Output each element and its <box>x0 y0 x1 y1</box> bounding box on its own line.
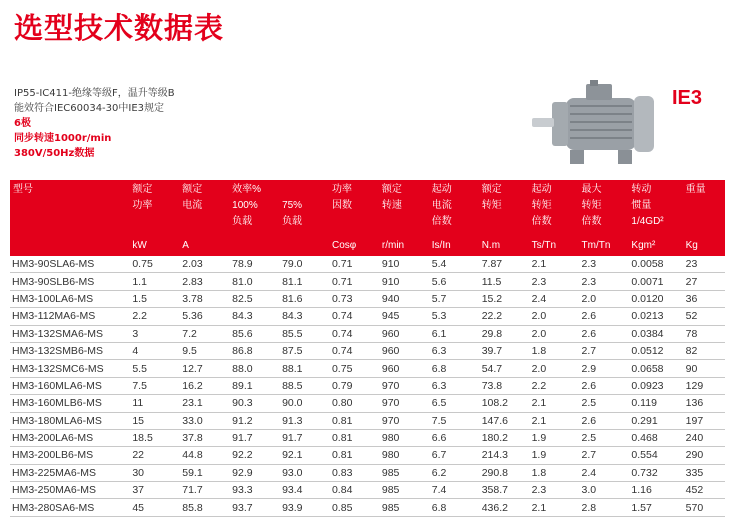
table-cell: 5.4 <box>429 256 479 273</box>
table-cell: 136 <box>683 395 725 412</box>
table-cell: 15 <box>129 412 179 429</box>
table-cell: 452 <box>683 482 725 499</box>
table-cell: 0.119 <box>628 395 682 412</box>
table-cell: 985 <box>379 482 429 499</box>
model-cell: HM3-132SMA6-MS <box>10 325 129 342</box>
model-cell: HM3-100LA6-MS <box>10 290 129 307</box>
table-cell: 2.2 <box>129 308 179 325</box>
model-cell: HM3-90SLB6-MS <box>10 273 129 290</box>
table-cell: 335 <box>683 464 725 481</box>
table-cell: 87.5 <box>279 342 329 359</box>
table-row <box>10 395 725 412</box>
header-weight: 重量 <box>683 180 725 236</box>
table-cell: 6.8 <box>429 360 479 377</box>
model-cell: HM3-132SMC6-MS <box>10 360 129 377</box>
table-cell: 90.3 <box>229 395 279 412</box>
model-cell: HM3-160MLB6-MS <box>10 395 129 412</box>
table-row <box>10 447 725 464</box>
unit-cell <box>10 236 129 256</box>
table-cell: 39.7 <box>479 342 529 359</box>
header-torque: 额定 转矩 <box>479 180 529 236</box>
table-cell: 6.1 <box>429 325 479 342</box>
table-cell: 5.5 <box>129 360 179 377</box>
table-cell: 85.6 <box>229 325 279 342</box>
table-cell: 2.2 <box>529 377 579 394</box>
table-cell: 90 <box>683 360 725 377</box>
table-cell: 0.554 <box>628 447 682 464</box>
table-body <box>10 256 725 516</box>
table-cell: 2.6 <box>579 412 629 429</box>
table-cell: 0.0923 <box>628 377 682 394</box>
table-cell: 2.0 <box>529 325 579 342</box>
table-cell: 37.8 <box>179 429 229 446</box>
table-cell: 214.3 <box>479 447 529 464</box>
table-cell: 1.5 <box>129 290 179 307</box>
table-cell: 940 <box>379 290 429 307</box>
unit-cell: r/min <box>379 236 429 256</box>
table-cell: 1.57 <box>628 499 682 516</box>
table-cell: 6.7 <box>429 447 479 464</box>
table-cell: 980 <box>379 429 429 446</box>
table-cell: 85.8 <box>179 499 229 516</box>
table-cell: 1.8 <box>529 342 579 359</box>
table-cell: 0.0384 <box>628 325 682 342</box>
model-cell: HM3-132SMB6-MS <box>10 342 129 359</box>
table-cell: 1.9 <box>529 429 579 446</box>
header-eff100: 效率% 100% 负载 <box>229 180 279 236</box>
model-cell: HM3-200LB6-MS <box>10 447 129 464</box>
table-cell: 2.6 <box>579 308 629 325</box>
table-cell: 0.0058 <box>628 256 682 273</box>
spec-line: IP55-IC411-绝缘等级F，温升等级B <box>14 88 175 99</box>
table-cell: 0.732 <box>628 464 682 481</box>
table-row <box>10 256 725 273</box>
table-cell: 6.8 <box>429 499 479 516</box>
table-cell: 0.75 <box>329 360 379 377</box>
table-cell: 86.8 <box>229 342 279 359</box>
model-cell: HM3-200LA6-MS <box>10 429 129 446</box>
table-cell: 93.7 <box>229 499 279 516</box>
unit-cell: Kgm² <box>628 236 682 256</box>
table-cell: 12.7 <box>179 360 229 377</box>
table-cell: 37 <box>129 482 179 499</box>
table-cell: 93.3 <box>229 482 279 499</box>
table-cell: 0.0658 <box>628 360 682 377</box>
table-cell: 240 <box>683 429 725 446</box>
model-cell: HM3-280SA6-MS <box>10 499 129 516</box>
table-row <box>10 499 725 516</box>
table-row <box>10 377 725 394</box>
table-cell: 71.7 <box>179 482 229 499</box>
header-speed: 额定 转速 <box>379 180 429 236</box>
table-cell: 52 <box>683 308 725 325</box>
table-cell: 6.5 <box>429 395 479 412</box>
table-row <box>10 482 725 499</box>
table-cell: 0.73 <box>329 290 379 307</box>
unit-cell: Kg <box>683 236 725 256</box>
table-header-row <box>10 180 725 236</box>
table-cell: 5.6 <box>429 273 479 290</box>
table-cell: 90.0 <box>279 395 329 412</box>
table-cell: 2.9 <box>579 360 629 377</box>
model-cell: HM3-225MA6-MS <box>10 464 129 481</box>
table-cell: 980 <box>379 447 429 464</box>
table-cell: 197 <box>683 412 725 429</box>
table-cell: 4 <box>129 342 179 359</box>
table-cell: 92.9 <box>229 464 279 481</box>
table-row <box>10 342 725 359</box>
table-cell: 79.0 <box>279 256 329 273</box>
table-cell: 6.3 <box>429 377 479 394</box>
table-cell: 0.0071 <box>628 273 682 290</box>
table-cell: 0.291 <box>628 412 682 429</box>
unit-cell: A <box>179 236 229 256</box>
table-cell: 0.81 <box>329 447 379 464</box>
table-cell: 2.5 <box>579 395 629 412</box>
table-row <box>10 290 725 307</box>
table-cell: 29.8 <box>479 325 529 342</box>
table-cell: 2.3 <box>579 273 629 290</box>
table-cell: 2.0 <box>529 308 579 325</box>
spec-notes <box>14 86 175 161</box>
unit-cell: Tm/Tn <box>579 236 629 256</box>
unit-cell <box>279 236 329 256</box>
table-cell: 9.5 <box>179 342 229 359</box>
model-cell: HM3-250MA6-MS <box>10 482 129 499</box>
table-cell: 16.2 <box>179 377 229 394</box>
table-cell: 93.9 <box>279 499 329 516</box>
table-cell: 45 <box>129 499 179 516</box>
table-cell: 82 <box>683 342 725 359</box>
table-cell: 180.2 <box>479 429 529 446</box>
table-row <box>10 325 725 342</box>
table-cell: 93.4 <box>279 482 329 499</box>
table-cell: 0.84 <box>329 482 379 499</box>
table-cell: 960 <box>379 325 429 342</box>
table-row <box>10 308 725 325</box>
header-inertia: 转动 惯量 1/4GD² <box>628 180 682 236</box>
table-row <box>10 429 725 446</box>
table-cell: 54.7 <box>479 360 529 377</box>
table-cell: 22 <box>129 447 179 464</box>
table-cell: 11.5 <box>479 273 529 290</box>
unit-cell: Is/In <box>429 236 479 256</box>
table-cell: 93.0 <box>279 464 329 481</box>
table-cell: 78.9 <box>229 256 279 273</box>
table-cell: 108.2 <box>479 395 529 412</box>
table-cell: 88.5 <box>279 377 329 394</box>
table-row <box>10 464 725 481</box>
table-cell: 7.4 <box>429 482 479 499</box>
table-row <box>10 412 725 429</box>
table-cell: 2.1 <box>529 395 579 412</box>
spec-line-voltage: 380V/50Hz数据 <box>14 148 95 159</box>
table-cell: 1.16 <box>628 482 682 499</box>
table-cell: 91.7 <box>279 429 329 446</box>
table-cell: 2.7 <box>579 342 629 359</box>
table-cell: 2.3 <box>529 482 579 499</box>
header-power: 额定 功率 <box>129 180 179 236</box>
table-cell: 945 <box>379 308 429 325</box>
table-cell: 30 <box>129 464 179 481</box>
header-current: 额定 电流 <box>179 180 229 236</box>
table-cell: 960 <box>379 342 429 359</box>
table-cell: 290 <box>683 447 725 464</box>
table-cell: 2.3 <box>529 273 579 290</box>
table-cell: 910 <box>379 256 429 273</box>
table-cell: 2.5 <box>579 429 629 446</box>
table-cell: 0.74 <box>329 308 379 325</box>
table-cell: 129 <box>683 377 725 394</box>
table-cell: 570 <box>683 499 725 516</box>
table-cell: 436.2 <box>479 499 529 516</box>
table-cell: 0.74 <box>329 325 379 342</box>
unit-cell: N.m <box>479 236 529 256</box>
model-cell: HM3-90SLA6-MS <box>10 256 129 273</box>
table-cell: 2.1 <box>529 412 579 429</box>
table-cell: 7.2 <box>179 325 229 342</box>
model-cell: HM3-112MA6-MS <box>10 308 129 325</box>
table-cell: 92.2 <box>229 447 279 464</box>
table-cell: 910 <box>379 273 429 290</box>
table-units-row <box>10 236 725 256</box>
table-cell: 985 <box>379 499 429 516</box>
header-maxtq: 最大 转矩 倍数 <box>579 180 629 236</box>
table-cell: 0.81 <box>329 412 379 429</box>
model-cell: HM3-180MLA6-MS <box>10 412 129 429</box>
unit-cell <box>229 236 279 256</box>
table-cell: 91.3 <box>279 412 329 429</box>
table-cell: 5.3 <box>429 308 479 325</box>
table-cell: 3.78 <box>179 290 229 307</box>
motor-image <box>530 78 660 174</box>
table-cell: 82.5 <box>229 290 279 307</box>
table-cell: 2.03 <box>179 256 229 273</box>
table-cell: 73.8 <box>479 377 529 394</box>
table-cell: 290.8 <box>479 464 529 481</box>
table-cell: 44.8 <box>179 447 229 464</box>
table-cell: 2.4 <box>529 290 579 307</box>
header-startcur: 起动 电流 倍数 <box>429 180 479 236</box>
table-cell: 0.71 <box>329 273 379 290</box>
table-cell: 89.1 <box>229 377 279 394</box>
table-cell: 2.1 <box>529 499 579 516</box>
table-cell: 33.0 <box>179 412 229 429</box>
table-cell: 2.6 <box>579 377 629 394</box>
table-cell: 88.1 <box>279 360 329 377</box>
table-cell: 36 <box>683 290 725 307</box>
header-starttq: 起动 转矩 倍数 <box>529 180 579 236</box>
table-cell: 15.2 <box>479 290 529 307</box>
table-cell: 0.75 <box>129 256 179 273</box>
table-cell: 2.83 <box>179 273 229 290</box>
table-cell: 91.7 <box>229 429 279 446</box>
table-cell: 23 <box>683 256 725 273</box>
table-cell: 5.7 <box>429 290 479 307</box>
table-cell: 0.85 <box>329 499 379 516</box>
table-cell: 2.6 <box>579 325 629 342</box>
spec-table <box>10 180 725 517</box>
efficiency-badge: IE3 <box>672 87 703 109</box>
unit-cell: kW <box>129 236 179 256</box>
table-cell: 358.7 <box>479 482 529 499</box>
header-eff75: 75% 负载 <box>279 180 329 236</box>
table-cell: 7.87 <box>479 256 529 273</box>
table-cell: 78 <box>683 325 725 342</box>
table-cell: 91.2 <box>229 412 279 429</box>
spec-line: 能效符合IEC60034-30中IE3规定 <box>14 103 165 114</box>
table-cell: 6.6 <box>429 429 479 446</box>
table-cell: 1.8 <box>529 464 579 481</box>
header-pf: 功率 因数 <box>329 180 379 236</box>
table-cell: 2.3 <box>579 256 629 273</box>
page-title: 选型技术数据表 <box>14 11 225 45</box>
table-cell: 6.2 <box>429 464 479 481</box>
table-cell: 3.0 <box>579 482 629 499</box>
table-cell: 81.0 <box>229 273 279 290</box>
unit-cell: Ts/Tn <box>529 236 579 256</box>
table-cell: 2.7 <box>579 447 629 464</box>
table-cell: 81.6 <box>279 290 329 307</box>
table-cell: 11 <box>129 395 179 412</box>
table-cell: 0.81 <box>329 429 379 446</box>
table-cell: 970 <box>379 412 429 429</box>
table-cell: 92.1 <box>279 447 329 464</box>
table-cell: 27 <box>683 273 725 290</box>
table-cell: 88.0 <box>229 360 279 377</box>
table-cell: 59.1 <box>179 464 229 481</box>
table-cell: 84.3 <box>229 308 279 325</box>
table-row <box>10 273 725 290</box>
table-cell: 7.5 <box>129 377 179 394</box>
table-cell: 970 <box>379 377 429 394</box>
table-cell: 0.79 <box>329 377 379 394</box>
table-cell: 985 <box>379 464 429 481</box>
header-model: 型号 <box>10 180 129 236</box>
table-cell: 2.0 <box>579 290 629 307</box>
table-cell: 0.71 <box>329 256 379 273</box>
table-cell: 22.2 <box>479 308 529 325</box>
table-cell: 81.1 <box>279 273 329 290</box>
table-cell: 3 <box>129 325 179 342</box>
unit-cell: Cosφ <box>329 236 379 256</box>
table-cell: 5.36 <box>179 308 229 325</box>
table-cell: 147.6 <box>479 412 529 429</box>
table-cell: 2.0 <box>529 360 579 377</box>
table-cell: 7.5 <box>429 412 479 429</box>
table-cell: 2.1 <box>529 256 579 273</box>
table-cell: 0.0213 <box>628 308 682 325</box>
spec-line-speed: 同步转速1000r/min <box>14 133 112 144</box>
table-cell: 0.0120 <box>628 290 682 307</box>
model-cell: HM3-160MLA6-MS <box>10 377 129 394</box>
table-row <box>10 360 725 377</box>
table-cell: 970 <box>379 395 429 412</box>
table-cell: 960 <box>379 360 429 377</box>
table-cell: 0.0512 <box>628 342 682 359</box>
table-cell: 23.1 <box>179 395 229 412</box>
table-cell: 84.3 <box>279 308 329 325</box>
table-cell: 1.1 <box>129 273 179 290</box>
spec-line-poles: 6极 <box>14 118 31 129</box>
table-cell: 0.74 <box>329 342 379 359</box>
table-cell: 0.468 <box>628 429 682 446</box>
table-cell: 2.4 <box>579 464 629 481</box>
table-cell: 85.5 <box>279 325 329 342</box>
table-cell: 2.8 <box>579 499 629 516</box>
table-cell: 1.9 <box>529 447 579 464</box>
table-cell: 18.5 <box>129 429 179 446</box>
table-cell: 0.80 <box>329 395 379 412</box>
table-cell: 6.3 <box>429 342 479 359</box>
table-cell: 0.83 <box>329 464 379 481</box>
